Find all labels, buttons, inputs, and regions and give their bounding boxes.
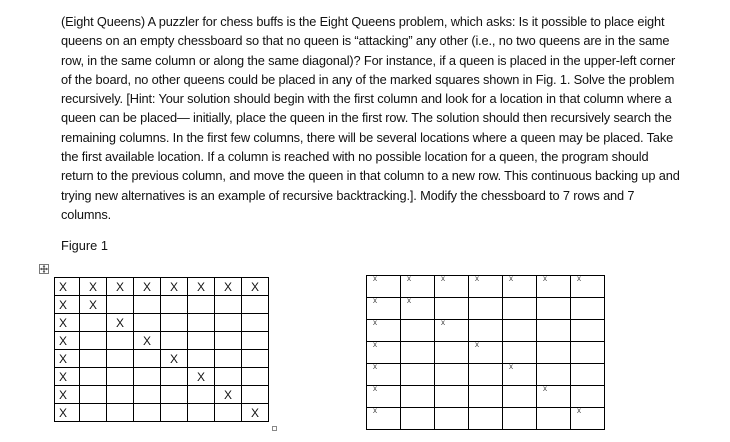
board-cell[interactable] (401, 386, 435, 408)
board-cell[interactable] (537, 364, 571, 386)
board-cell[interactable]: X (367, 276, 401, 298)
board-cell[interactable] (80, 368, 107, 386)
board-cell[interactable] (242, 296, 269, 314)
board-cell[interactable]: X (55, 278, 80, 296)
board-cell[interactable] (215, 404, 242, 422)
board-cell[interactable] (469, 298, 503, 320)
board-cell[interactable] (80, 332, 107, 350)
board-cell[interactable]: X (55, 386, 80, 404)
board-cell[interactable] (107, 296, 134, 314)
board-cell[interactable] (242, 368, 269, 386)
board-cell[interactable] (161, 404, 188, 422)
board-row (367, 364, 605, 386)
board-cell[interactable] (469, 364, 503, 386)
board-cell[interactable]: X (242, 404, 269, 422)
board-cell[interactable]: X (435, 276, 469, 298)
board-row (367, 276, 605, 298)
board-cell[interactable]: X (571, 276, 605, 298)
board-cell[interactable]: X (80, 278, 107, 296)
chessboard-8x8[interactable] (54, 277, 269, 422)
board-cell[interactable]: X (367, 320, 401, 342)
board-cell[interactable] (107, 404, 134, 422)
board-cell[interactable] (161, 332, 188, 350)
board-cell[interactable] (469, 320, 503, 342)
board-cell[interactable] (161, 368, 188, 386)
board-cell[interactable] (134, 296, 161, 314)
board-cell[interactable]: X (469, 342, 503, 364)
board-cell[interactable] (215, 296, 242, 314)
board-row (55, 350, 269, 368)
board-cell[interactable] (215, 332, 242, 350)
board-cell[interactable]: X (188, 368, 215, 386)
board-cell[interactable] (242, 350, 269, 368)
board-cell[interactable] (188, 386, 215, 404)
board-cell[interactable] (503, 408, 537, 430)
board-cell[interactable]: X (435, 320, 469, 342)
board-cell[interactable]: X (367, 298, 401, 320)
board-cell[interactable] (161, 314, 188, 332)
board-cell[interactable] (401, 408, 435, 430)
board-row (55, 368, 269, 386)
board-cell[interactable] (107, 386, 134, 404)
board-cell[interactable] (107, 350, 134, 368)
board-cell[interactable]: X (503, 276, 537, 298)
board-cell[interactable] (242, 332, 269, 350)
board-cell[interactable] (503, 298, 537, 320)
board-cell[interactable] (503, 386, 537, 408)
board-cell[interactable]: X (242, 278, 269, 296)
board-cell[interactable]: X (401, 298, 435, 320)
board-cell[interactable]: X (55, 296, 80, 314)
board-cell[interactable]: X (55, 332, 80, 350)
board-cell[interactable]: X (161, 278, 188, 296)
board-cell[interactable] (215, 350, 242, 368)
board-cell[interactable]: X (469, 276, 503, 298)
board-row (367, 320, 605, 342)
board-cell[interactable] (435, 386, 469, 408)
board-row (55, 386, 269, 404)
board-cell[interactable] (107, 332, 134, 350)
table-move-handle[interactable] (39, 264, 49, 274)
move-arrows-icon (40, 265, 48, 273)
board-cell[interactable] (571, 386, 605, 408)
board-cell[interactable] (537, 408, 571, 430)
board-cell[interactable] (503, 320, 537, 342)
board-cell[interactable] (215, 314, 242, 332)
board-cell[interactable] (571, 342, 605, 364)
board-cell[interactable]: X (55, 404, 80, 422)
figure-caption: Figure 1 (61, 238, 108, 253)
board-cell[interactable] (80, 350, 107, 368)
board-cell[interactable] (188, 404, 215, 422)
board-cell[interactable]: X (107, 278, 134, 296)
board-cell[interactable] (188, 350, 215, 368)
board-cell[interactable]: X (55, 368, 80, 386)
board-cell[interactable] (134, 368, 161, 386)
board-cell[interactable] (215, 368, 242, 386)
board-cell[interactable]: X (134, 332, 161, 350)
board-row (367, 298, 605, 320)
board-cell[interactable] (435, 298, 469, 320)
board-cell[interactable] (161, 296, 188, 314)
board-cell[interactable]: X (55, 314, 80, 332)
board-cell[interactable] (571, 320, 605, 342)
board-row (367, 408, 605, 430)
board-cell[interactable] (80, 386, 107, 404)
board-cell[interactable] (401, 320, 435, 342)
chessboard-7x7[interactable] (366, 275, 605, 430)
board-cell[interactable] (188, 314, 215, 332)
board-cell[interactable] (80, 404, 107, 422)
board-cell[interactable]: X (367, 386, 401, 408)
board-cell[interactable]: X (367, 342, 401, 364)
board-cell[interactable] (134, 404, 161, 422)
board-cell[interactable] (188, 332, 215, 350)
board-cell[interactable]: X (80, 296, 107, 314)
board-cell[interactable] (107, 368, 134, 386)
board-cell[interactable]: X (571, 408, 605, 430)
board-cell[interactable] (537, 320, 571, 342)
board-cell[interactable] (134, 350, 161, 368)
board-row (55, 332, 269, 350)
board-cell[interactable]: X (134, 278, 161, 296)
board-cell[interactable] (571, 298, 605, 320)
board-row (55, 278, 269, 296)
board-cell[interactable]: X (188, 278, 215, 296)
board-row (55, 314, 269, 332)
board-cell[interactable]: X (537, 276, 571, 298)
board-cell[interactable] (161, 386, 188, 404)
board-cell[interactable] (80, 314, 107, 332)
board-cell[interactable] (469, 386, 503, 408)
board-cell[interactable]: X (107, 314, 134, 332)
board-cell[interactable] (134, 386, 161, 404)
board-cell[interactable] (188, 296, 215, 314)
board-cell[interactable] (503, 342, 537, 364)
board-cell[interactable]: X (55, 350, 80, 368)
board-row (367, 342, 605, 364)
board-cell[interactable] (537, 298, 571, 320)
board-cell[interactable]: X (367, 408, 401, 430)
board-row (367, 386, 605, 408)
board-cell[interactable] (401, 364, 435, 386)
board-cell[interactable] (571, 364, 605, 386)
board-cell[interactable]: X (401, 276, 435, 298)
board-row (55, 404, 269, 422)
board-cell[interactable] (435, 342, 469, 364)
board-cell[interactable] (134, 314, 161, 332)
board-cell[interactable]: X (537, 386, 571, 408)
board-cell[interactable]: X (215, 278, 242, 296)
board-cell[interactable] (469, 408, 503, 430)
problem-paragraph: (Eight Queens) A puzzler for chess buffs is the Eight Queens problem, which asks: Is it possible to place eight queens on an empty chessboard so that no queen is “attacking” any other (i.e., no two queens are in the same row, in the same column or along the same diagonal)? For instance, if a queen is placed in the upper-left corner of the board, no other queens could be placed in any of the marked squares shown in Fig. 1. Solve the problem recursively. [Hint: Your solution should begin with the first column and look for a location in that column where a queen can be placed— initially, place the queen in the first row. The solution should then recursively search the remaining columns. In the first few columns, there will be several locations where a queen may be placed. Take the first available location. If a column is reached with no possible location for a queen, the program should return to the previous column, and move the queen in that column to a new row. This continuous backing up and trying new alternatives is an example of recursive backtracking.]. Modify the chessboard to 7 rows and 7 columns. (61, 14, 680, 222)
table-resize-handle[interactable] (272, 426, 277, 431)
board-cell[interactable]: X (503, 364, 537, 386)
board-cell[interactable] (435, 364, 469, 386)
board-cell[interactable]: X (367, 364, 401, 386)
board-cell[interactable] (537, 342, 571, 364)
board-cell[interactable]: X (215, 386, 242, 404)
board-cell[interactable] (242, 314, 269, 332)
board-cell[interactable]: X (161, 350, 188, 368)
board-cell[interactable] (435, 408, 469, 430)
board-cell[interactable] (401, 342, 435, 364)
board-cell[interactable] (242, 386, 269, 404)
board-row (55, 296, 269, 314)
